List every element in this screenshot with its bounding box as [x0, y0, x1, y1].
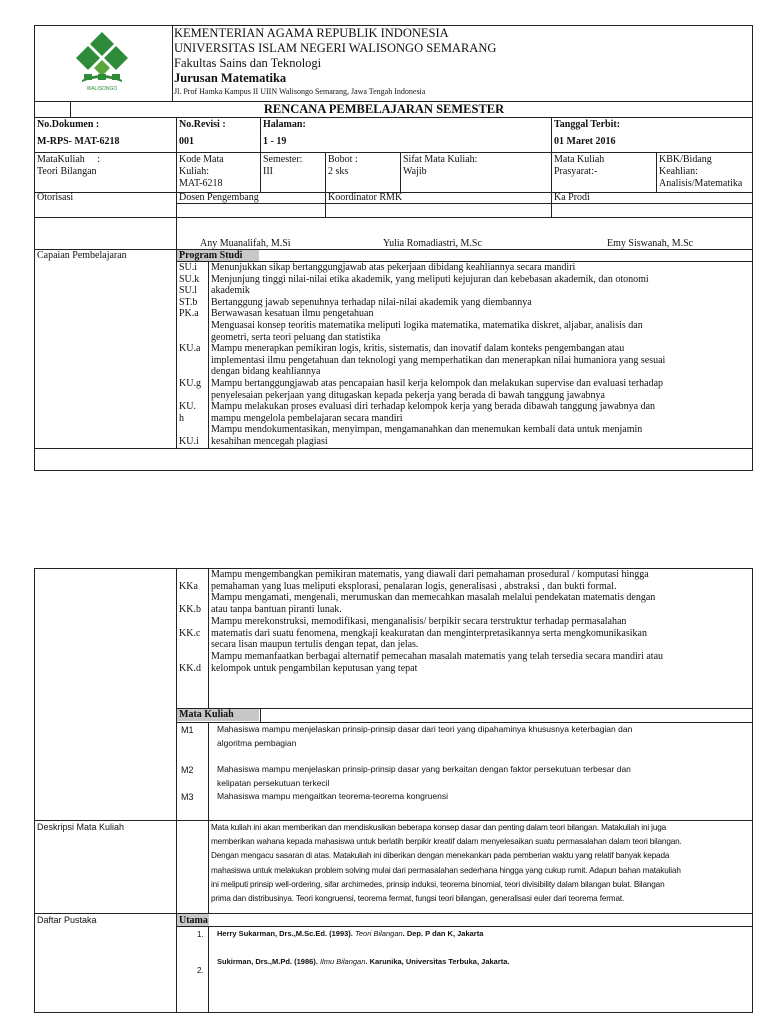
halaman-value: 1 - 19: [263, 136, 287, 147]
header-faculty: Fakultas Sains dan Teknologi: [174, 56, 322, 70]
kbk-label-2: Keahlian:: [659, 166, 698, 177]
tanggal-value: 01 Maret 2016: [554, 136, 616, 147]
matakuliah-label: MataKuliah :: [37, 154, 101, 165]
capaian-text: Mampu menerapkan pemikiran logis, kritis, sistematis, dan inovatif dalam konteks pengembangan atau: [211, 343, 625, 355]
capaian-code: PK.a: [179, 308, 199, 320]
prasyarat-label-2: Prasyarat:-: [554, 166, 598, 177]
header-address: Jl. Prof Hamka Kampus II UIIN Walisongo Semarang, Jawa Tengah Indonesia: [174, 87, 426, 96]
capaian-code: SU.l: [179, 285, 198, 297]
capaian-text: Mampu mengamati, mengenali, merumuskan dan memecahkan masalah melalui pendekatan matematis dengan: [211, 592, 656, 604]
capaian-code: KU.: [179, 401, 196, 413]
capaian-text: kesahihan mencegah plagiasi: [211, 436, 328, 447]
rmk-name: Yulia Romadiastri, M.Sc: [383, 238, 482, 249]
capaian-text: Menunjukkan sikap bertanggungjawab atas pekerjaan dibidang keahliannya secara mandiri: [211, 262, 576, 273]
matakuliah-value: Teori Bilangan: [37, 166, 97, 177]
kode-label: Kode Mata: [179, 154, 224, 165]
no-revisi-label: No.Revisi :: [179, 119, 226, 130]
bobot-label: Bobot :: [328, 154, 358, 165]
sifat-label: Sifat Mata Kuliah:: [403, 154, 478, 165]
sifat-value: Wajib: [403, 166, 427, 177]
capaian-code: KU.g: [179, 378, 201, 389]
capaian-text: akademik: [211, 285, 250, 297]
deskripsi-line: Mata kuliah ini akan memberikan dan mendiskusikan beberapa konsep dasar dan penting dalam teori bilangan. Matakuliah ini juga: [211, 823, 667, 832]
deskripsi-line: memberikan wahana kepada mahasiswa untuk berlatih berpikir kreatif dalam menyelesaikan suatu permasalahan dalam teori bilangan.: [211, 837, 682, 847]
kode-label-2: Kuliah:: [179, 166, 209, 177]
mk-text: Mahasiswa mampu menjelaskan prinsip-prinsip dasar dari teori yang dipahaminya khususnya keterbagian dan: [217, 724, 633, 734]
capaian-code: KK.b: [179, 604, 201, 616]
prodi-label: Ka Prodi: [554, 192, 590, 203]
dosen-name: Any Muanalifah, M.Si: [200, 238, 291, 249]
capaian-text: Mampu melakukan proses evaluasi diri terhadap kelompok kerja yang berada dibawah tanggung jawabnya dan: [211, 401, 656, 413]
no-dokumen-label: No.Dokumen :: [37, 119, 100, 130]
program-studi-label: Program Studi: [179, 250, 243, 261]
kbk-value: Analisis/Matematika: [659, 178, 743, 189]
capaian-text: dengan bidang keahliannya: [211, 366, 321, 378]
capaian-text: matematis dari suatu fenomena, mengkaji keakuratan dan menginterpretasikannya serta mengkomunikasikan: [211, 627, 647, 639]
capaian-text: Menguasai konsep teoritis matematika meliputi logika matematika, matematika diskret, aljabar, analisis dan: [211, 320, 643, 331]
semester-value: III: [263, 166, 273, 177]
rmk-label: Koordinator RMK: [328, 192, 403, 203]
capaian-text: geometri, serta teori peluang dan statistika: [211, 331, 381, 343]
capaian-text: penyelesaian pekerjaan yang ditugaskan kepada pekerja yang berada di bawah tanggung jawabnya: [211, 389, 605, 401]
dosen-label: Dosen Pengembang: [179, 192, 259, 203]
capaian-text: Mampu memanfaatkan berbagai alternatif pemecahan masalah matematis yang telah tersedia secara mandiri atau: [211, 650, 664, 662]
mata-kuliah-label: Mata Kuliah: [179, 709, 234, 720]
mk-text: algoritma pembagian: [217, 738, 297, 748]
header-university: UNIVERSITAS ISLAM NEGERI WALISONGO SEMARANG: [174, 41, 497, 55]
prodi-name: Emy Siswanah, M.Sc: [607, 238, 694, 249]
mk-text: Mahasiswa mampu mengaitkan teorema-teorema kongruensi: [217, 791, 449, 801]
capaian-text: Berwawasan kesatuan ilmu pengetahuan: [211, 308, 374, 320]
capaian-text: Mampu mengembangkan pemikiran matematis, yang diawali dari pemahaman prosedural / komputasi hingga: [211, 569, 649, 580]
pustaka-publisher: . Dep. P dan K, Jakarta: [402, 929, 484, 938]
capaian-text: Menjunjung tinggi nilai-nilai etika akademik, yang meliputi kejujuran dan kebebasan akademik, dan otonomi: [211, 273, 649, 285]
capaian-code: SU.k: [179, 273, 200, 285]
mk-text: Mahasiswa mampu menjelaskan prinsip-prinsip dasar yang berkaitan dengan faktor persekutuan terbesar dan: [217, 764, 631, 774]
pustaka-label: Daftar Pustaka: [37, 915, 97, 925]
capaian-code: KU.i: [179, 436, 199, 447]
document-title: RENCANA PEMBELAJARAN SEMESTER: [263, 102, 505, 116]
capaian-text: mampu mengelola pembelajaran secara mandiri: [211, 412, 403, 424]
header-ministry: KEMENTERIAN AGAMA REPUBLIK INDONESIA: [174, 26, 449, 40]
capaian-code: KK.c: [179, 627, 201, 639]
pustaka-entry: [217, 958, 510, 967]
semester-label: Semester:: [263, 154, 303, 165]
capaian-text: implementasi ilmu pengetahuan dan teknologi yang memperhatikan dan menerapkan nilai humaniora yang sesuai: [211, 354, 666, 366]
capaian-code: SU.i: [179, 262, 198, 273]
capaian-text: Mampu bertanggungjawab atas pencapaian hasil kerja kelompok dan melakukan supervise dan evaluasi terhadap: [211, 378, 664, 389]
capaian-text: secara lisan maupun tertulis dengan tepat, dan jelas.: [211, 639, 419, 651]
deskripsi-line: Dengan mengacu sasaran di atas. Matakuliah ini diberikan dengan menekankan pada pemberian waktu yang relatif banyak kepada: [211, 851, 670, 861]
capaian-code: KKa: [179, 580, 198, 592]
capaian-text: Bertanggung jawab sepenuhnya terhadap nilai-nilai akademik yang diembannya: [211, 296, 532, 308]
pustaka-author: Sukirman, Drs.,M.Pd. (1986).: [217, 957, 320, 966]
svg-text:WALISONGO: WALISONGO: [86, 86, 118, 92]
otorisasi-label: Otorisasi: [37, 192, 74, 203]
tanggal-label: Tanggal Terbit:: [554, 119, 621, 130]
capaian-text: kelompok untuk pengambilan keputusan yang tepat: [211, 662, 418, 674]
pustaka-title: Ilmu Bilangan: [319, 957, 366, 966]
deskripsi-line: mahasiswa untuk melakukan problem solving mulai dari permasalahan sederhana hingga yang cukup rumit. Adapun bahan matakuliah: [211, 865, 681, 875]
capaian-label: Capaian Pembelajaran: [37, 250, 127, 261]
capaian-text: atau tanpa bantuan piranti lunak.: [211, 604, 342, 616]
capaian-code: KU.a: [179, 343, 201, 355]
pustaka-author: Herry Sukarman, Drs.,M.Sc.Ed. (1993).: [217, 929, 355, 938]
capaian-text: Mampu merekonstruksi, memodifikasi, menganalisis/ berpikir secara terstruktur terhadap permasalahan: [211, 615, 627, 627]
utama-label: Utama: [179, 915, 208, 926]
mk-code: M2: [181, 765, 194, 775]
pustaka-number: 1.: [197, 930, 204, 939]
capaian-text: Mampu mendokumentasikan, menyimpan, mengamanahkan dan menemukan kembali data untuk menjamin: [211, 424, 643, 436]
header-department: Jurusan Matematika: [174, 71, 287, 85]
pustaka-title: Teori Bilangan: [354, 929, 403, 938]
deskripsi-line: prima dan distribusinya. Teori kongruensi, teorema fermat, fungsi teori bilangan, generalisasi euler dari teorema fermat.: [211, 894, 625, 903]
pustaka-publisher: . Karunika, Universitas Terbuka, Jakarta.: [365, 957, 510, 966]
deskripsi-line: ini meliputi prinsip well-ordering, sifar archimedes, prinsip induksi, teorema binomial, teori divisibility dalam bilangan bulat. Bilangan: [211, 879, 665, 889]
kbk-label: KBK/Bidang: [659, 154, 712, 165]
capaian-code: KK.d: [179, 662, 201, 674]
pustaka-number: 2.: [197, 966, 204, 975]
halaman-label: Halaman:: [263, 119, 306, 130]
no-dokumen-value: M-RPS- MAT-6218: [37, 136, 120, 147]
capaian-code: ST.b: [179, 296, 198, 308]
mk-code: M3: [181, 792, 194, 802]
walisongo-logo-icon: [74, 30, 130, 92]
capaian-code: h: [179, 412, 184, 424]
bobot-value: 2 sks: [328, 166, 349, 177]
mk-text: kelipatan persekutuan terkecil: [217, 778, 330, 788]
deskripsi-label: Deskripsi Mata Kuliah: [37, 822, 125, 832]
no-revisi-value: 001: [179, 136, 194, 147]
mk-code: M1: [181, 725, 194, 735]
pustaka-entry: [217, 930, 483, 939]
capaian-text: pemahaman yang luas meliputi eksplorasi, penalaran logis, generalisasi , abstraksi , dan bukti formal.: [211, 580, 617, 592]
prasyarat-label: Mata Kuliah: [554, 154, 605, 165]
kode-value: MAT-6218: [179, 178, 223, 189]
